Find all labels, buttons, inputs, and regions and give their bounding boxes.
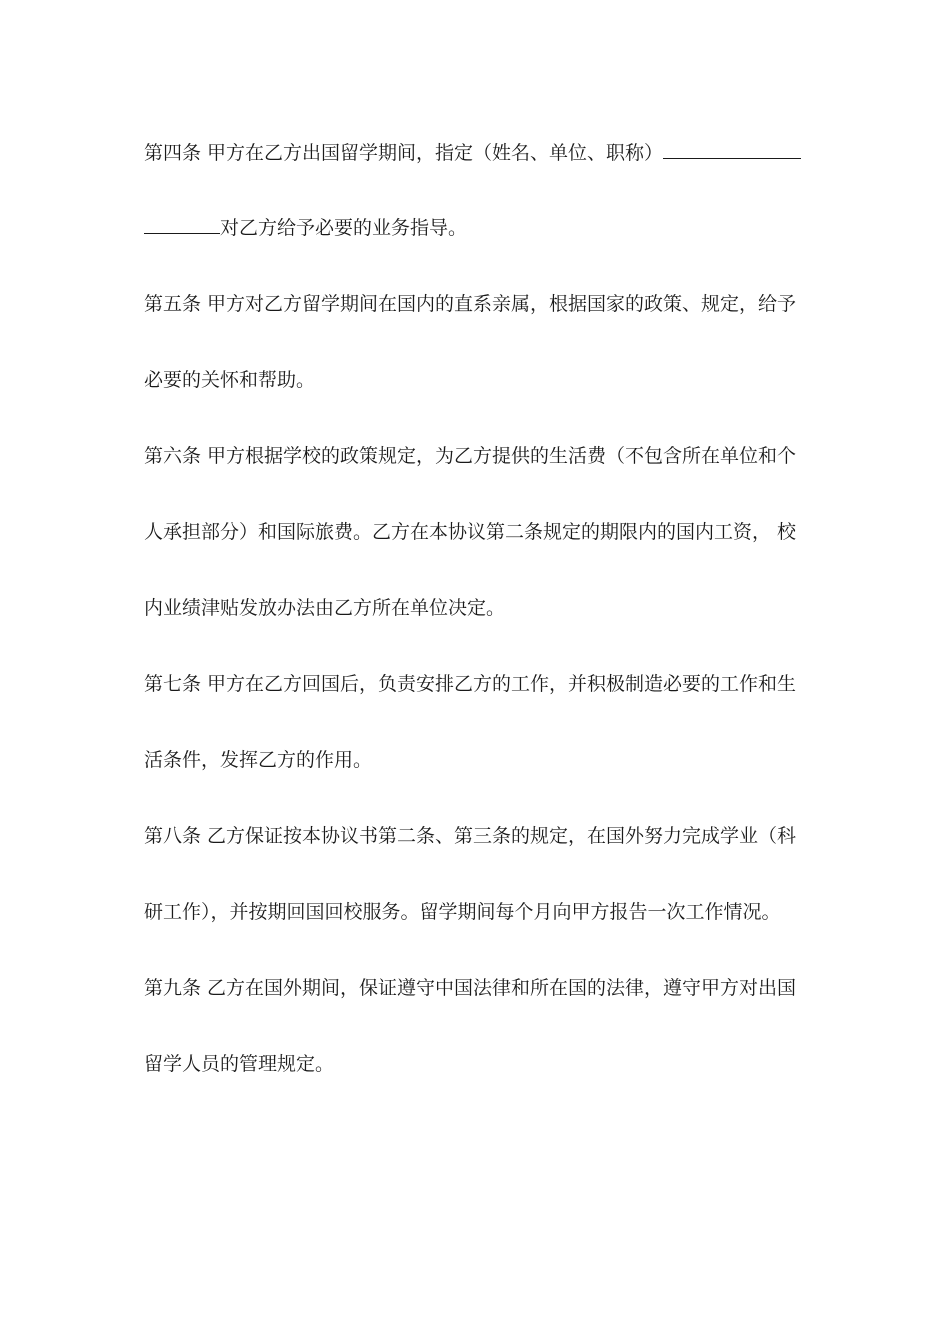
article-6-line-1: 第六条 甲方根据学校的政策规定，为乙方提供的生活费（不包含所在单位和个 — [144, 445, 797, 467]
article-9-line-2: 留学人员的管理规定。 — [144, 1053, 335, 1075]
article-4-text: 第四条 甲方在乙方出国留学期间，指定（姓名、单位、职称） — [144, 142, 664, 164]
article-6-line-2: 人承担部分）和国际旅费。乙方在本协议第二条规定的期限内的国内工资， 校 — [144, 521, 797, 543]
article-9-line-1: 第九条 乙方在国外期间，保证遵守中国法律和所在国的法律，遵守甲方对出国 — [144, 977, 797, 999]
article-8-line-2: 研工作），并按期回国回校服务。留学期间每个月向甲方报告一次工作情况。 — [144, 901, 781, 923]
designee-fill-blank-continued — [144, 213, 220, 234]
designee-fill-blank — [663, 138, 801, 159]
article-5-line-1: 第五条 甲方对乙方留学期间在国内的直系亲属，根据国家的政策、规定，给予 — [144, 293, 797, 315]
article-4-text-continued: 对乙方给予必要的业务指导。 — [220, 217, 468, 239]
article-5-line-2: 必要的关怀和帮助。 — [144, 369, 316, 391]
article-7-line-1: 第七条 甲方在乙方回国后，负责安排乙方的工作，并积极制造必要的工作和生 — [144, 673, 797, 695]
article-8-line-1: 第八条 乙方保证按本协议书第二条、第三条的规定，在国外努力完成学业（科 — [144, 825, 797, 847]
article-4-line-2 — [144, 213, 804, 239]
article-4-line-1 — [144, 138, 804, 164]
article-6-line-3: 内业绩津贴发放办法由乙方所在单位决定。 — [144, 597, 506, 619]
article-7-line-2: 活条件，发挥乙方的作用。 — [144, 749, 373, 771]
